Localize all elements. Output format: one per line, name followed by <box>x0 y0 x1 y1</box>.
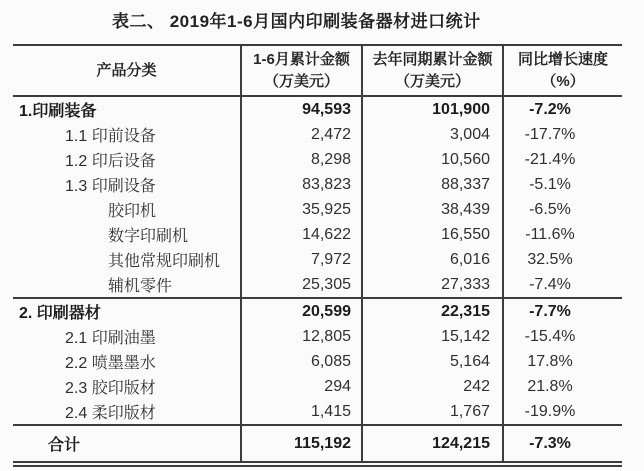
amount-2018-cell: 88,337 <box>362 172 503 197</box>
product-category-cell: 1.1 印前设备 <box>65 128 156 145</box>
amount-2018-cell: 5,164 <box>362 349 503 374</box>
product-category-cell: 2.3 胶印版材 <box>65 380 156 397</box>
table-row <box>13 324 622 349</box>
amount-2018-cell: 3,004 <box>362 122 503 147</box>
table-row <box>13 399 622 425</box>
amount-2019-cell: 14,622 <box>241 222 362 247</box>
product-category-cell: 其他常规印刷机 <box>108 253 221 270</box>
col-header-product-category <box>13 45 241 96</box>
amount-2019-cell: 6,085 <box>241 349 362 374</box>
col-header-label: 产品分类 <box>96 61 157 79</box>
table-row <box>13 374 622 399</box>
growth-rate-cell: -5.1% <box>503 172 622 197</box>
amount-2019-cell: 1,415 <box>241 399 362 425</box>
amount-2019-cell: 83,823 <box>241 172 362 197</box>
product-category-cell: 合计 <box>13 425 241 464</box>
col-header-unit: （万美元） <box>263 72 339 90</box>
col-header-unit: （%） <box>541 72 585 90</box>
growth-rate-cell: 17.8% <box>503 349 622 374</box>
growth-rate-cell: -11.6% <box>503 222 622 247</box>
col-header-label: 1-6月累计金额 <box>253 50 350 68</box>
amount-2018-cell: 1,767 <box>362 399 503 425</box>
amount-2019-cell: 12,805 <box>241 324 362 349</box>
amount-2018-cell: 101,900 <box>362 96 503 122</box>
table-row <box>13 349 622 374</box>
col-header-unit: （万美元） <box>394 72 470 90</box>
amount-2018-cell: 242 <box>362 374 503 399</box>
table-row <box>13 272 622 298</box>
growth-rate-cell: 32.5% <box>503 247 622 272</box>
col-header-label: 去年同期累计金额 <box>372 50 493 68</box>
amount-2019-cell: 25,305 <box>241 272 362 298</box>
amount-2019-cell: 20,599 <box>241 298 362 324</box>
amount-2018-cell: 22,315 <box>362 298 503 324</box>
table-row <box>13 96 622 122</box>
amount-2018-cell: 15,142 <box>362 324 503 349</box>
product-category-cell: 2.4 柔印版材 <box>65 405 156 422</box>
growth-rate-cell: -17.7% <box>503 122 622 147</box>
amount-2019-cell: 35,925 <box>241 197 362 222</box>
product-category-cell: 1.3 印刷设备 <box>65 178 156 195</box>
product-category-cell: 胶印机 <box>108 203 157 220</box>
table-row <box>13 247 622 272</box>
amount-2018-cell: 16,550 <box>362 222 503 247</box>
header-row <box>13 45 622 96</box>
amount-2019-cell: 7,972 <box>241 247 362 272</box>
growth-rate-cell: -15.4% <box>503 324 622 349</box>
col-header-label: 同比增长速度 <box>517 50 608 68</box>
growth-rate-cell: -7.4% <box>503 272 622 298</box>
table-title: 表二、 2019年1-6月国内印刷装备器材进口统计 <box>112 12 481 31</box>
growth-rate-cell: -7.2% <box>503 96 622 122</box>
product-category-cell: 2.2 喷墨墨水 <box>65 355 156 372</box>
amount-2019-cell: 94,593 <box>241 96 362 122</box>
amount-2018-cell: 6,016 <box>362 247 503 272</box>
amount-2019-cell: 294 <box>241 374 362 399</box>
table-row <box>13 147 622 172</box>
col-header-growth-rate <box>503 45 622 96</box>
table-row <box>13 122 622 147</box>
table-row <box>13 197 622 222</box>
product-category-cell: 1.2 印后设备 <box>65 153 156 170</box>
product-category-cell: 2. 印刷器材 <box>13 298 241 324</box>
growth-rate-cell: -7.7% <box>503 298 622 324</box>
col-header-amount-2019 <box>241 45 362 96</box>
growth-rate-cell: -6.5% <box>503 197 622 222</box>
amount-2018-cell: 27,333 <box>362 272 503 298</box>
table-row <box>13 298 622 324</box>
growth-rate-cell: 21.8% <box>503 374 622 399</box>
table-row <box>13 222 622 247</box>
product-category-cell: 1.印刷装备 <box>19 103 97 120</box>
table-row <box>13 425 622 464</box>
amount-2018-cell: 10,560 <box>362 147 503 172</box>
amount-2019-cell: 115,192 <box>241 425 362 464</box>
table-row <box>13 172 622 197</box>
amount-2019-cell: 2,472 <box>241 122 362 147</box>
import-stats-table <box>13 44 622 467</box>
amount-2018-cell: 38,439 <box>362 197 503 222</box>
growth-rate-cell: -21.4% <box>503 147 622 172</box>
amount-2019-cell: 8,298 <box>241 147 362 172</box>
product-category-cell: 数字印刷机 <box>108 228 189 245</box>
growth-rate-cell: -7.3% <box>503 425 622 464</box>
col-header-amount-2018 <box>362 45 503 96</box>
product-category-cell: 2.1 印刷油墨 <box>65 330 156 347</box>
growth-rate-cell: -19.9% <box>503 399 622 425</box>
product-category-cell: 辅机零件 <box>108 278 173 295</box>
amount-2018-cell: 124,215 <box>362 425 503 464</box>
